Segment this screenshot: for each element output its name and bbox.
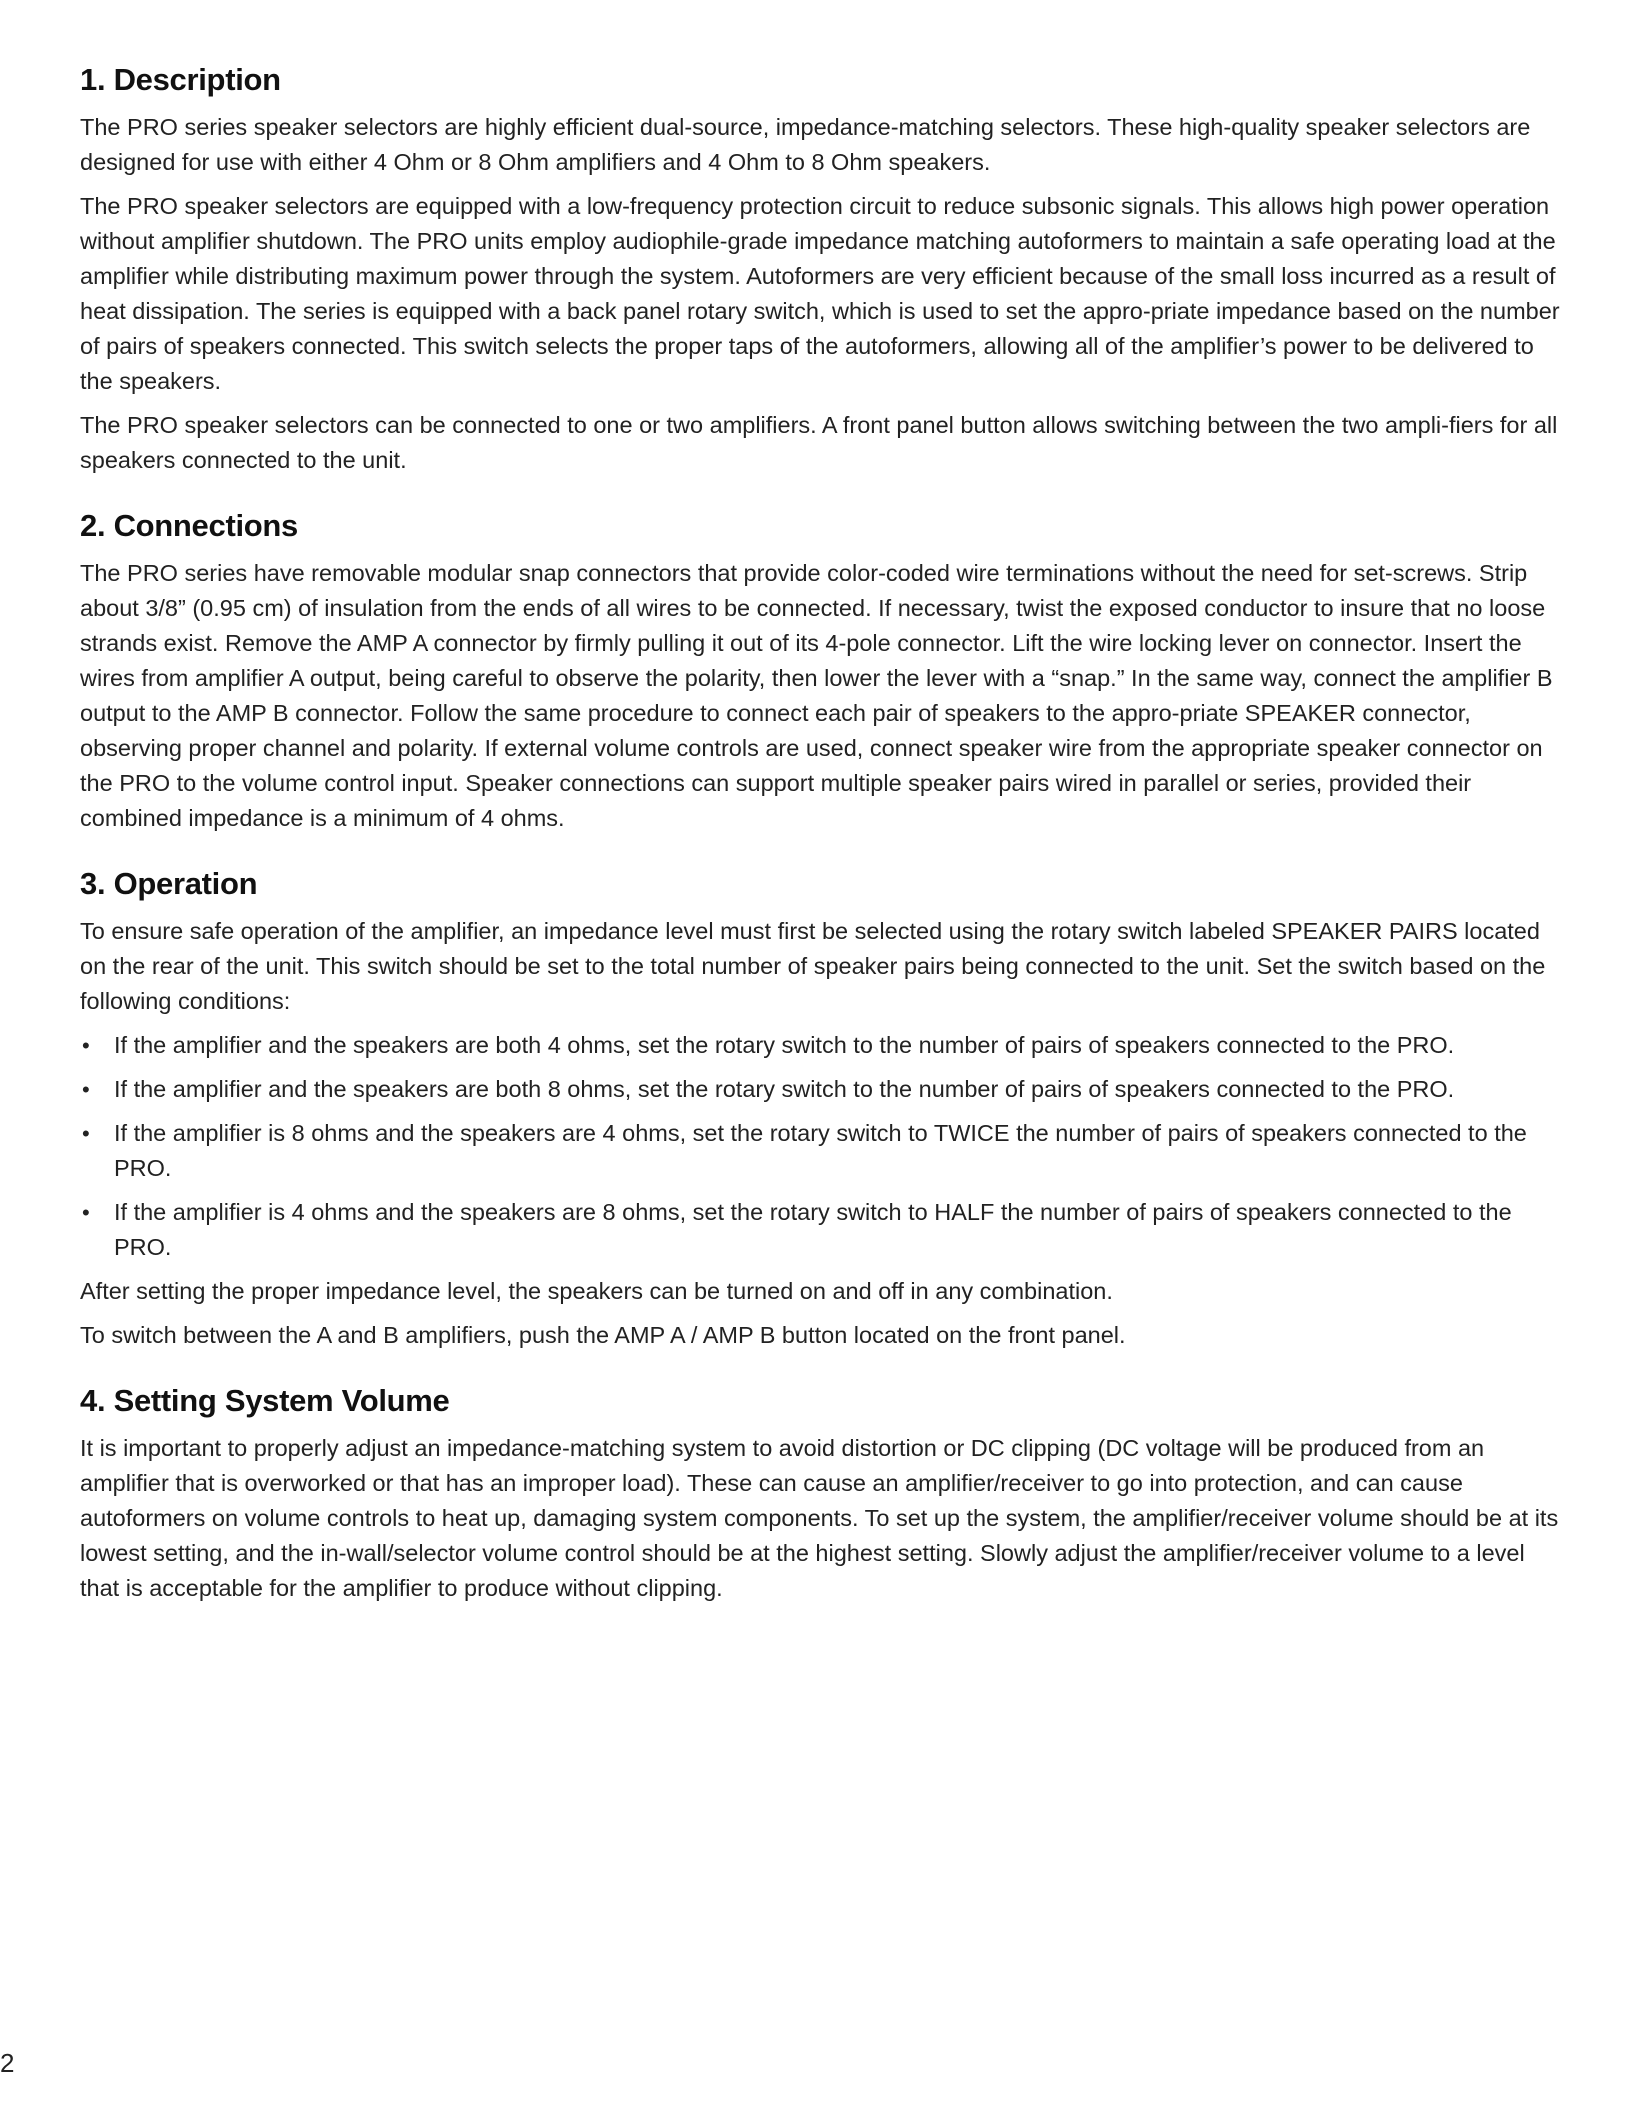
list-item-text: If the amplifier is 8 ohms and the speakers are 4 ohms, set the rotary switch to TWICE the number of pairs of speakers connected to the PRO.	[114, 1120, 1527, 1181]
conditions-list	[80, 1028, 1566, 1265]
bullet-icon: •	[82, 1200, 90, 1225]
paragraph: It is important to properly adjust an impedance-matching system to avoid distortion or DC clipping (DC voltage will be produced from an amplifier that is overworked or that has an improper load). These can cause an amplifier/receiver to go into protection, and can cause autoformers on volume controls to heat up, damaging system components. To set up the system, the amplifier/receiver volume should be at its lowest setting, and the in-wall/selector volume control should be at the highest setting. Slowly adjust the amplifier/receiver volume to a level that is acceptable for the amplifier to produce without clipping.	[80, 1435, 1559, 1601]
page-number: 2	[0, 2048, 15, 2078]
section-setting-system-volume	[80, 1383, 1566, 1606]
list-item-text: If the amplifier and the speakers are both 4 ohms, set the rotary switch to the number of pairs of speakers connected to the PRO.	[114, 1032, 1455, 1058]
document-page	[80, 62, 1566, 1636]
list-item	[80, 1195, 1566, 1265]
paragraph: After setting the proper impedance level, the speakers can be turned on and off in any combination.	[80, 1278, 1113, 1304]
section-description	[80, 62, 1566, 478]
section-operation	[80, 866, 1566, 1353]
section-connections	[80, 508, 1566, 836]
section-heading: 2. Connections	[80, 508, 298, 543]
list-item-text: If the amplifier and the speakers are both 8 ohms, set the rotary switch to the number of pairs of speakers connected to the PRO.	[114, 1076, 1455, 1102]
list-item	[80, 1072, 1566, 1107]
bullet-icon: •	[82, 1077, 90, 1102]
paragraph: The PRO series speaker selectors are highly efficient dual-source, impedance-matching selectors. These high-quality speaker selectors are designed for use with either 4 Ohm or 8 Ohm amplifiers and 4 Ohm to 8 Ohm speakers.	[80, 114, 1531, 175]
list-item-text: If the amplifier is 4 ohms and the speakers are 8 ohms, set the rotary switch to HALF the number of pairs of speakers connected to the PRO.	[114, 1199, 1512, 1260]
list-item	[80, 1116, 1566, 1186]
bullet-icon: •	[82, 1121, 90, 1146]
paragraph: To ensure safe operation of the amplifier, an impedance level must first be selected using the rotary switch labeled SPEAKER PAIRS located on the rear of the unit. This switch should be set to the total number of speaker pairs being connected to the unit. Set the switch based on the following conditions:	[80, 918, 1546, 1014]
section-heading: 1. Description	[80, 62, 281, 97]
paragraph: The PRO speaker selectors can be connected to one or two amplifiers. A front panel button allows switching between the two ampli-fiers for all speakers connected to the unit.	[80, 412, 1558, 473]
paragraph: The PRO speaker selectors are equipped with a low-frequency protection circuit to reduce subsonic signals. This allows high power operation without amplifier shutdown. The PRO units employ audiophile-grade impedance matching autoformers to maintain a safe operating load at the amplifier while distributing maximum power through the system. Autoformers are very efficient because of the small loss incurred as a result of heat dissipation. The series is equipped with a back panel rotary switch, which is used to set the appro-priate impedance based on the number of pairs of speakers connected. This switch selects the proper taps of the autoformers, allowing all of the amplifier’s power to be delivered to the speakers.	[80, 193, 1560, 394]
paragraph: The PRO series have removable modular snap connectors that provide color-coded wire terminations without the need for set-screws. Strip about 3/8” (0.95 cm) of insulation from the ends of all wires to be connected. If necessary, twist the exposed conductor to insure that no loose strands exist. Remove the AMP A connector by firmly pulling it out of its 4-pole connector. Lift the wire locking lever on connector. Insert the wires from amplifier A output, being careful to observe the polarity, then lower the lever with a “snap.” In the same way, connect the amplifier B output to the AMP B connector. Follow the same procedure to connect each pair of speakers to the appro-priate SPEAKER connector, observing proper channel and polarity. If external volume controls are used, connect speaker wire from the appropriate speaker connector on the PRO to the volume control input. Speaker connections can support multiple speaker pairs wired in parallel or series, provided their combined impedance is a minimum of 4 ohms.	[80, 560, 1553, 831]
section-heading: 4. Setting System Volume	[80, 1383, 450, 1418]
bullet-icon: •	[82, 1033, 90, 1058]
section-heading: 3. Operation	[80, 866, 258, 901]
list-item	[80, 1028, 1566, 1063]
paragraph: To switch between the A and B amplifiers, push the AMP A / AMP B button located on the front panel.	[80, 1322, 1126, 1348]
